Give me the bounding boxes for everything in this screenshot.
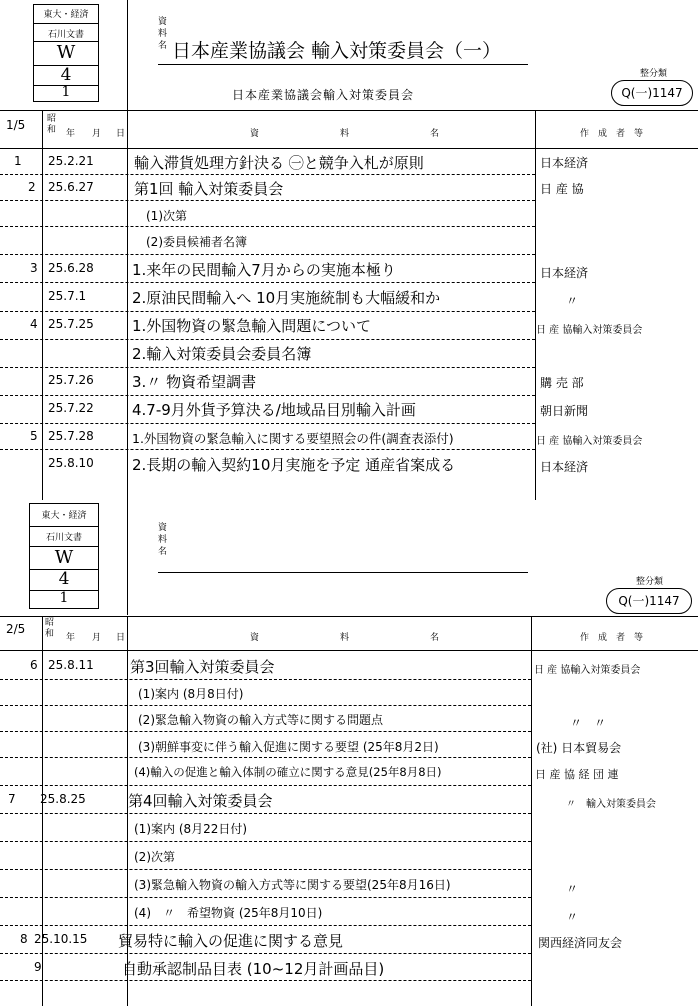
doc-subtitle: 日本産業協議会輸入対策委員会 xyxy=(232,88,415,102)
classification-code: Q(一)1147 xyxy=(611,80,693,106)
catalog-page-2 xyxy=(0,500,698,1006)
table-row: 5 25.7.28 1.外国物資の緊急輸入に関する要望照会の件(調査表添付) 日 産 協輸入対策委員会 xyxy=(0,424,698,450)
header-material-3: 名 xyxy=(430,129,440,139)
stamp-line1: 東大・経済 xyxy=(41,511,87,521)
header-day: 日 xyxy=(116,633,126,643)
header-material-1: 資 xyxy=(250,129,260,139)
stamp-code1: W xyxy=(56,42,76,63)
header-author: 作 成 者 等 xyxy=(580,633,644,643)
doc-title: 日本産業協議会 輸入対策委員会（一） xyxy=(172,40,502,62)
header-day: 日 xyxy=(116,129,126,139)
header-month: 月 xyxy=(92,129,102,139)
header-material-3: 名 xyxy=(430,633,440,643)
table-row: (4)輸入の促進と輸入体制の確立に関する意見(25年8月8日) 日 産 協 経 団 連 xyxy=(0,758,698,786)
stamp-line2: 石川文書 xyxy=(45,533,82,543)
stamp-line1: 東大・経済 xyxy=(43,10,89,20)
header-era: 昭 和 xyxy=(47,114,57,135)
header-year: 年 xyxy=(66,633,76,643)
class-label: 整分類 xyxy=(636,577,664,587)
table-row: 2.輸入対策委員会委員名簿 xyxy=(0,340,698,368)
archive-stamp xyxy=(33,4,99,102)
stamp-code2: 4 xyxy=(58,569,70,589)
classification-code: Q(一)1147 xyxy=(606,588,692,614)
table-row: 2 25.6.27 第1回 輸入対策委員会 日 産 協 xyxy=(0,176,698,202)
stamp-code2: 4 xyxy=(60,65,72,85)
table-row: (2)次第 xyxy=(0,842,698,870)
table-row: (1)案内 (8月8日付) xyxy=(0,680,698,706)
table-row: 7 25.8.25 第4回輸入対策委員会 〃 輸入対策委員会 xyxy=(0,786,698,814)
table-row: 1 25.2.21 輸入滞貨処理方針決る ㊀と競争入札が原則 日本経済 xyxy=(0,150,698,176)
header-author: 作 成 者 等 xyxy=(580,129,644,139)
table-row: (1)次第 xyxy=(0,202,698,228)
header-era: 昭 和 xyxy=(45,618,55,639)
table-row: (2)委員候補者名簿 xyxy=(0,228,698,254)
doc-label: 資 料 名 xyxy=(158,17,168,51)
table-row: 4 25.7.25 1.外国物資の緊急輸入問題について 日 産 協輸入対策委員会 xyxy=(0,312,698,340)
table-row: (4) 〃 希望物資 (25年8月10日) 〃 xyxy=(0,898,698,926)
table-row: 9 自動承認制品目表 (10~12月計画品目) xyxy=(0,954,698,982)
table-row: 6 25.8.11 第3回輸入対策委員会 日 産 協輸入対策委員会 xyxy=(0,652,698,680)
stamp-code3: 1 xyxy=(61,84,71,100)
table-row: 25.7.26 3.〃 物資希望調書 購 売 部 xyxy=(0,368,698,396)
sheet-number: 2/5 xyxy=(6,622,26,636)
header-material-1: 資 xyxy=(250,633,260,643)
table-row: (1)案内 (8月22日付) xyxy=(0,814,698,842)
class-label: 整分類 xyxy=(640,69,668,79)
stamp-line2: 石川文書 xyxy=(47,30,84,40)
header-material-2: 料 xyxy=(340,633,350,643)
header-material-2: 料 xyxy=(340,129,350,139)
table-row: (2)緊急輸入物資の輸入方式等に関する問題点 〃 〃 xyxy=(0,706,698,732)
stamp-code3: 1 xyxy=(59,590,69,606)
table-row: (3)朝鮮事変に伴う輸入促進に関する要望 (25年8月2日) (社) 日本貿易会 xyxy=(0,732,698,758)
table-row: 3 25.6.28 1.来年の民間輸入7月からの実施本極り 日本経済 xyxy=(0,256,698,284)
table-row: 8 25.10.15 貿易特に輸入の促進に関する意見 関西経済同友会 xyxy=(0,926,698,954)
header-month: 月 xyxy=(92,633,102,643)
table-row: 25.7.1 2.原油民間輸入へ 10月実施統制も大幅緩和か 〃 xyxy=(0,284,698,312)
stamp-code1: W xyxy=(54,547,74,568)
doc-label: 資 料 名 xyxy=(158,523,168,557)
table-row: (3)緊急輸入物資の輸入方式等に関する要望(25年8月16日) 〃 xyxy=(0,870,698,898)
catalog-page-1 xyxy=(0,0,698,500)
archive-stamp xyxy=(29,503,99,609)
sheet-number: 1/5 xyxy=(6,118,26,132)
table-row: 25.7.22 4.7-9月外貨予算決る/地域品目別輸入計画 朝日新聞 xyxy=(0,396,698,424)
table-row: 25.8.10 2.長期の輸入契約10月実施を予定 通産省案成る 日本経済 xyxy=(48,456,589,474)
header-year: 年 xyxy=(66,129,76,139)
